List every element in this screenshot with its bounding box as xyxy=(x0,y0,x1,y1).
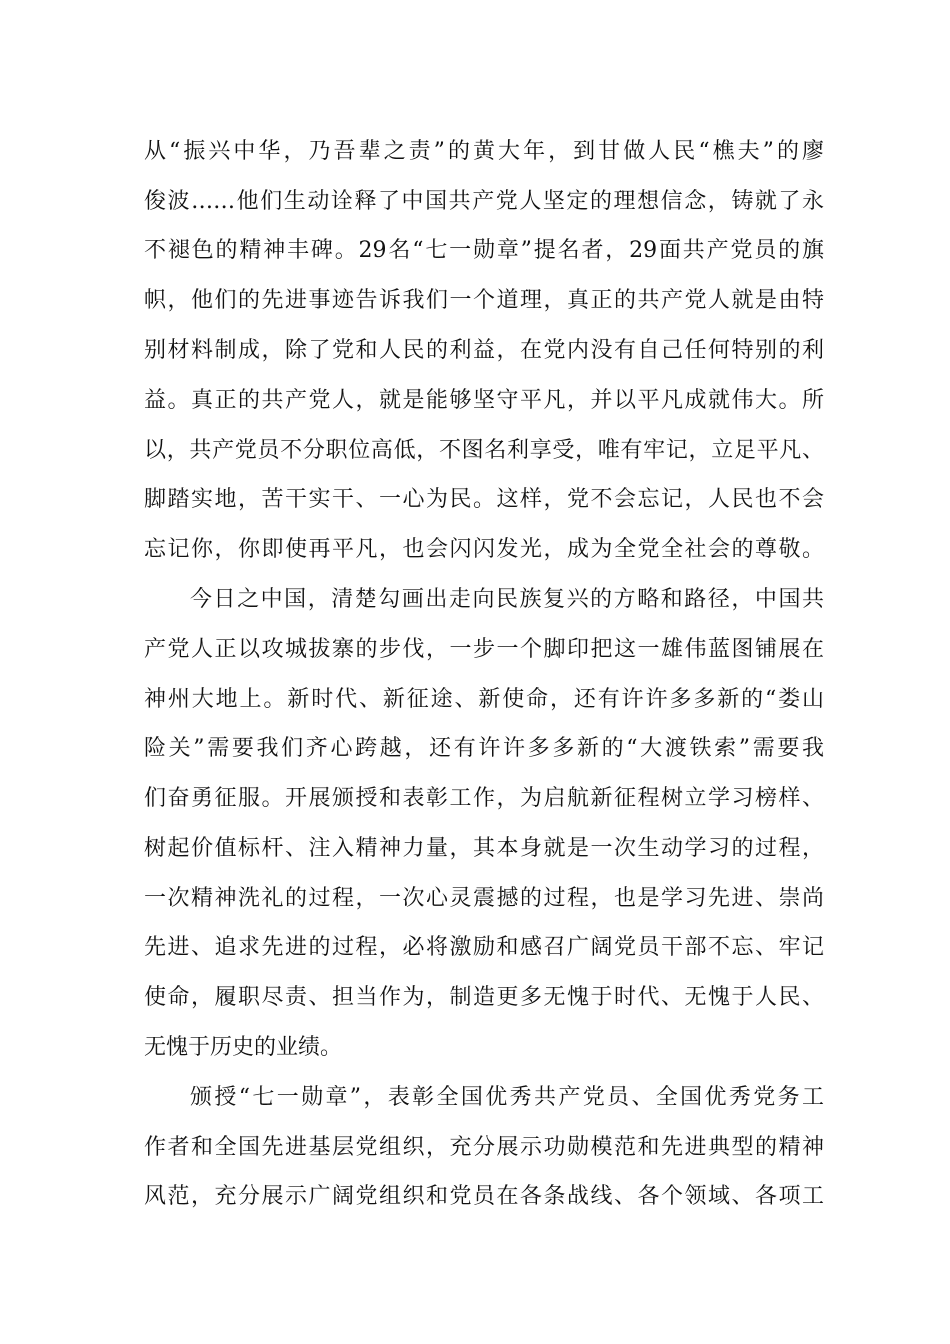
text-line: 俊波……他们生动诠释了中国共产党人坚定的理想信念，铸就了永 xyxy=(144,189,824,214)
text-line: 一次精神洗礼的过程，一次心灵震撼的过程，也是学习先进、崇尚 xyxy=(144,886,824,911)
text-line: 脚踏实地，苦干实干、一心为民。这样，党不会忘记，人民也不会 xyxy=(144,487,824,512)
text-line: 今日之中国，清楚勾画出走向民族复兴的方略和路径，中国共 xyxy=(190,587,824,612)
text-line: 从“振兴中华，乃吾辈之责”的黄大年，到甘做人民“樵夫”的廖 xyxy=(144,139,824,164)
text-line: 以，共产党员不分职位高低，不图名利享受，唯有牢记，立足平凡、 xyxy=(144,438,824,463)
text-line: 别材料制成，除了党和人民的利益，在党内没有自己任何特别的利 xyxy=(144,338,824,363)
text-line: 忘记你，你即使再平凡，也会闪闪发光，成为全党全社会的尊敬。 xyxy=(144,537,824,562)
text-line: 帜，他们的先进事迹告诉我们一个道理，真正的共产党人就是由特 xyxy=(144,288,824,313)
text-line: 们奋勇征服。开展颁授和表彰工作，为启航新征程树立学习榜样、 xyxy=(144,786,824,811)
text-line: 益。真正的共产党人，就是能够坚守平凡，并以平凡成就伟大。所 xyxy=(144,388,824,413)
text-line: 使命，履职尽责、担当作为，制造更多无愧于时代、无愧于人民、 xyxy=(144,985,824,1010)
text-line: 作者和全国先进基层党组织，充分展示功勋模范和先进典型的精神 xyxy=(144,1135,824,1160)
text-line: 颁授“七一勋章”，表彰全国优秀共产党员、全国优秀党务工 xyxy=(190,1085,824,1110)
text-line: 风范，充分展示广阔党组织和党员在各条战线、各个领域、各项工 xyxy=(144,1184,824,1209)
text-line: 产党人正以攻城拔寨的步伐，一步一个脚印把这一雄伟蓝图铺展在 xyxy=(144,637,824,662)
text-line: 险关”需要我们齐心跨越，还有许许多多新的“大渡铁索”需要我 xyxy=(144,736,824,761)
text-line: 先进、追求先进的过程，必将激励和感召广阔党员干部不忘、牢记 xyxy=(144,935,824,960)
text-line: 不褪色的精神丰碑。29名“七一勋章”提名者，29面共产党员的旗 xyxy=(144,238,824,263)
text-line: 树起价值标杆、注入精神力量，其本身就是一次生动学习的过程， xyxy=(144,836,824,861)
text-line: 神州大地上。新时代、新征途、新使命，还有许许多多新的“娄山 xyxy=(144,687,824,712)
text-line: 无愧于历史的业绩。 xyxy=(144,1035,343,1060)
